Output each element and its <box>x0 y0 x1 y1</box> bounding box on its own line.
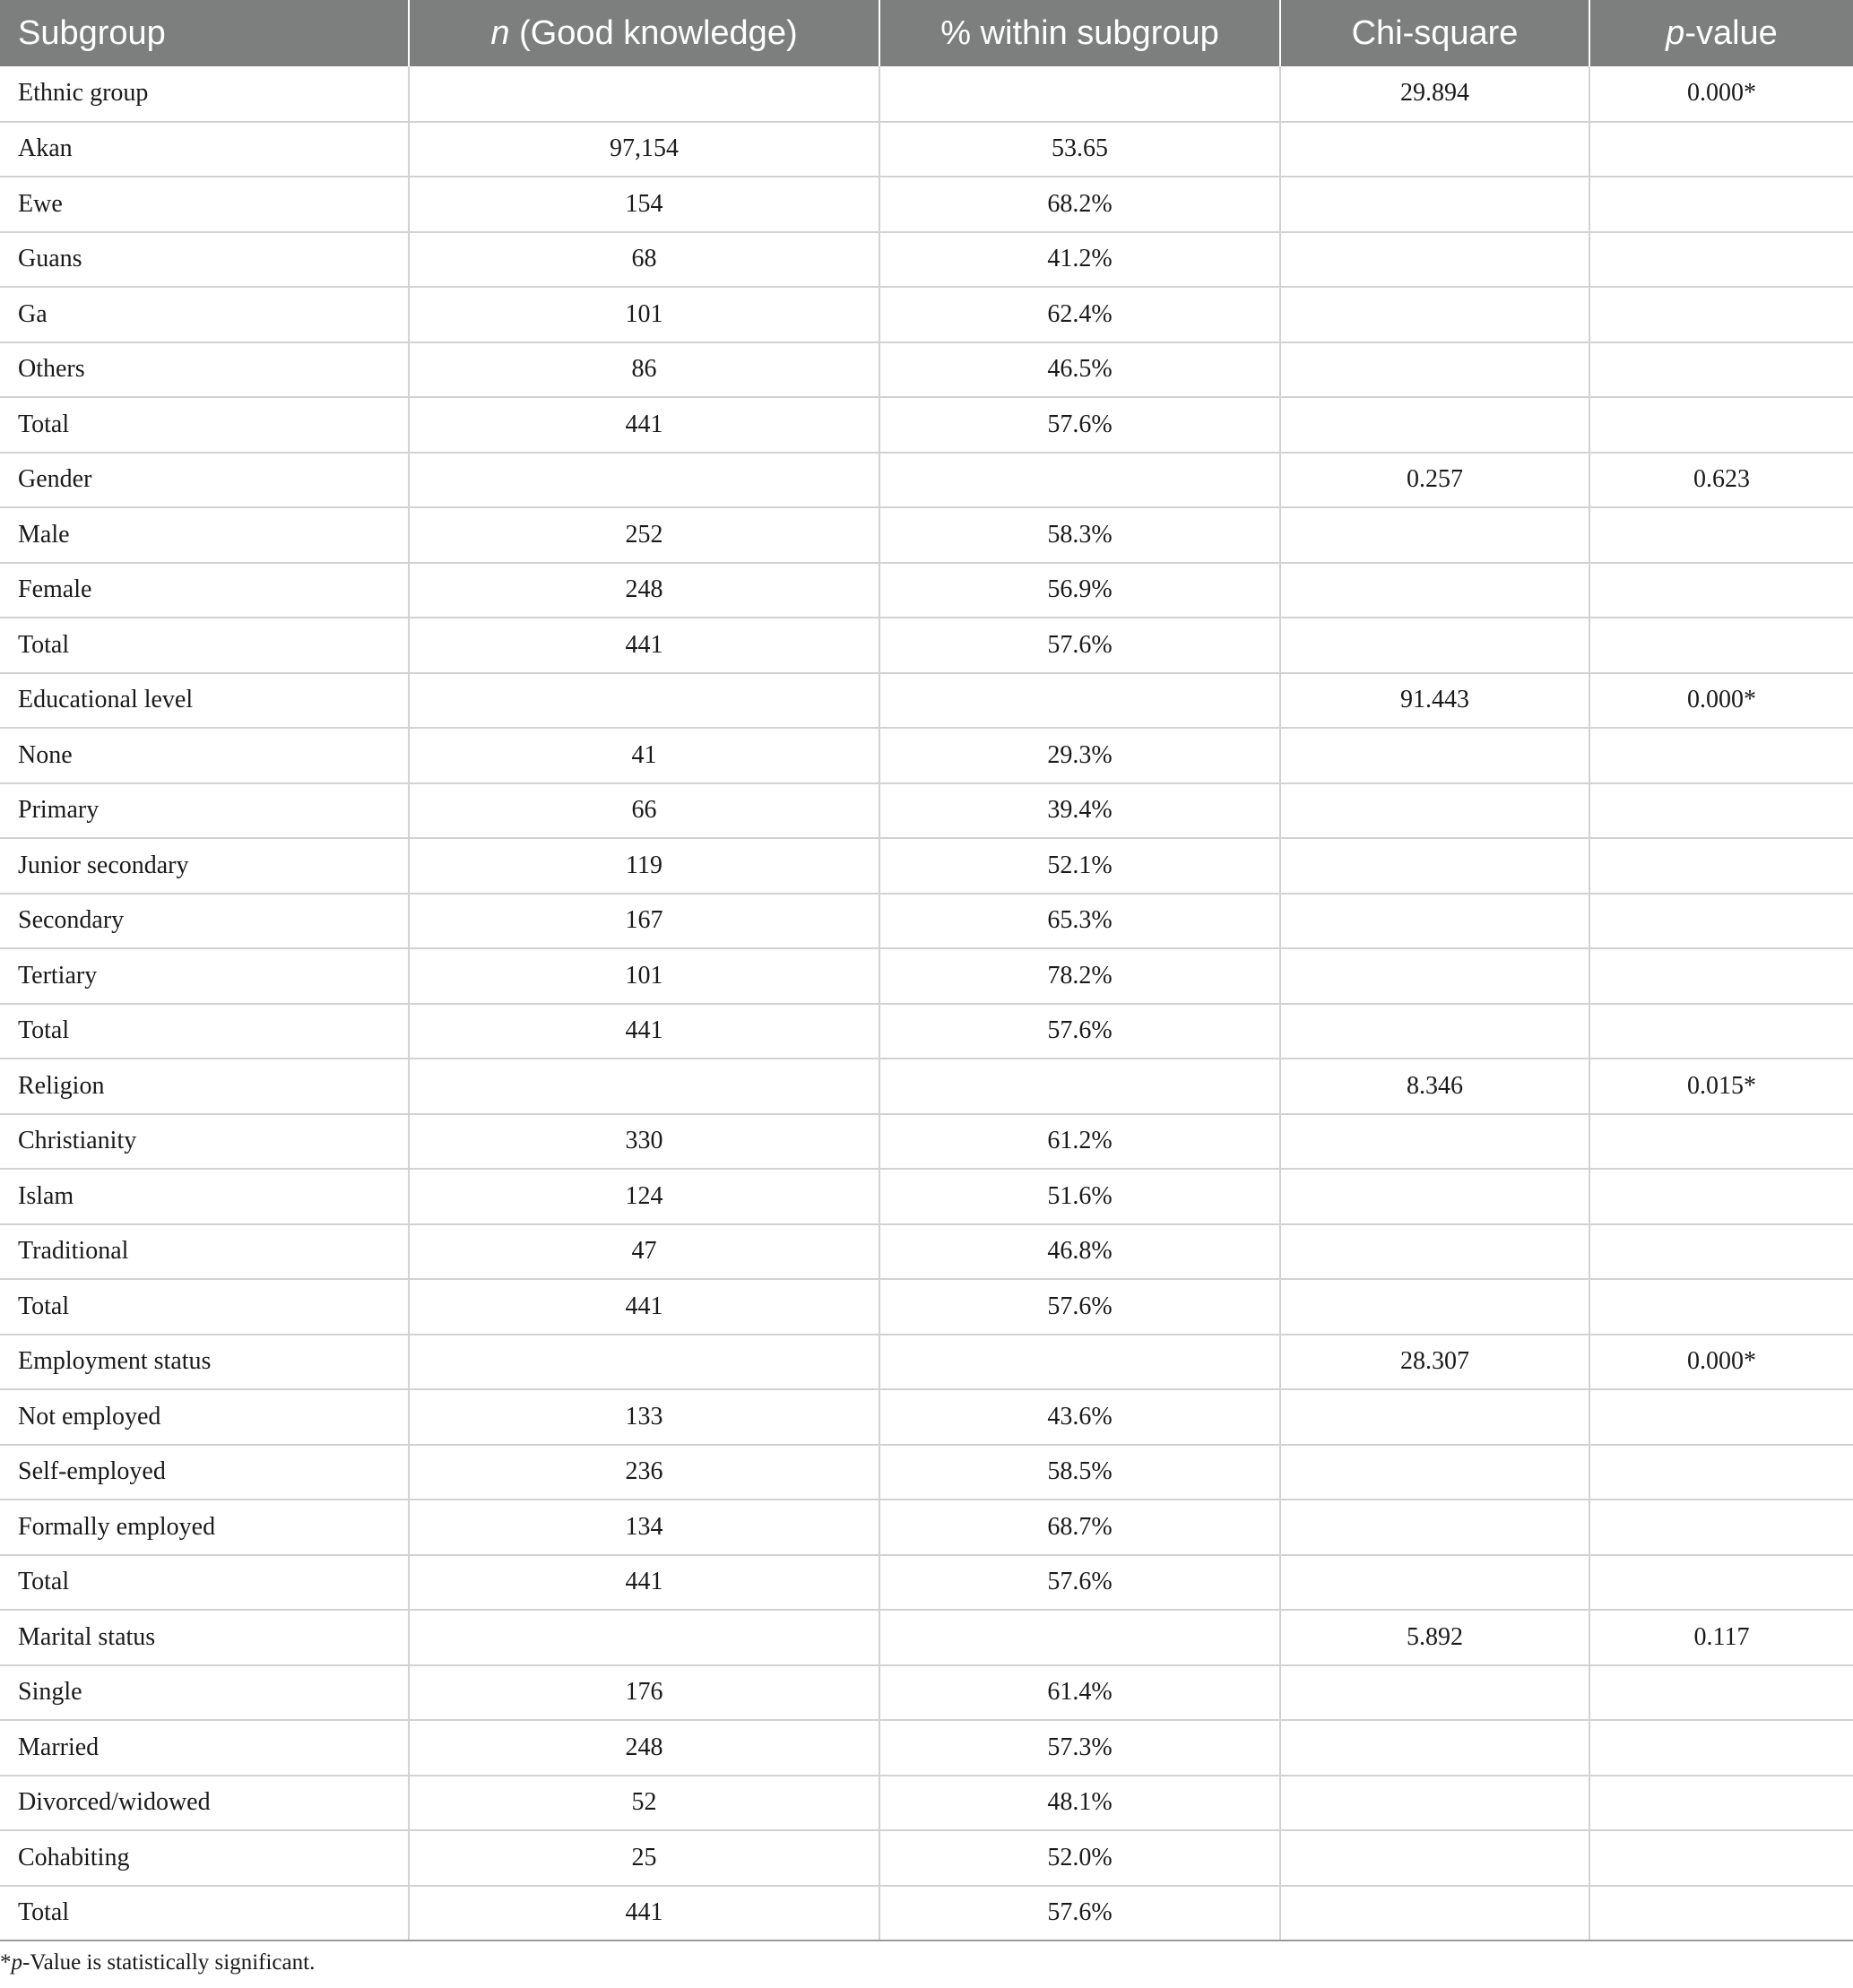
cell-percent-within: 39.4% <box>879 783 1280 839</box>
cell-percent-within: 29.3% <box>879 728 1280 783</box>
cell-p-value <box>1589 1555 1853 1611</box>
table-row <box>0 948 1853 1004</box>
cell-p-value: 0.000* <box>1589 66 1853 122</box>
cell-chi-square <box>1280 1224 1589 1280</box>
table-row <box>0 1059 1853 1114</box>
cell-n-good-knowledge: 25 <box>409 1830 879 1886</box>
cell-n-good-knowledge: 86 <box>409 342 879 398</box>
cell-p-value <box>1589 1279 1853 1335</box>
cell-n-good-knowledge: 248 <box>409 563 879 618</box>
cell-n-good-knowledge: 133 <box>409 1389 879 1445</box>
cell-n-good-knowledge: 66 <box>409 783 879 839</box>
cell-subgroup: Total <box>0 1555 409 1611</box>
cell-chi-square <box>1280 1389 1589 1445</box>
table-row <box>0 1720 1853 1776</box>
cell-percent-within <box>879 673 1280 729</box>
cell-p-value <box>1589 838 1853 894</box>
header-subgroup <box>0 0 409 66</box>
cell-p-value <box>1589 397 1853 453</box>
cell-subgroup: Educational level <box>0 673 409 729</box>
cell-chi-square <box>1280 618 1589 673</box>
cell-percent-within: 78.2% <box>879 948 1280 1004</box>
cell-chi-square: 5.892 <box>1280 1610 1589 1665</box>
cell-subgroup: Junior secondary <box>0 838 409 894</box>
table-row <box>0 618 1853 673</box>
cell-p-value <box>1589 1114 1853 1170</box>
cell-n-good-knowledge <box>409 1335 879 1390</box>
table-row <box>0 1114 1853 1170</box>
table-row <box>0 1500 1853 1555</box>
cell-subgroup: Religion <box>0 1059 409 1114</box>
cell-p-value <box>1589 1389 1853 1445</box>
cell-p-value <box>1589 177 1853 232</box>
cell-n-good-knowledge: 52 <box>409 1776 879 1831</box>
table-row <box>0 66 1853 122</box>
cell-p-value <box>1589 1224 1853 1280</box>
table-header <box>0 0 1853 66</box>
table-row <box>0 838 1853 894</box>
cell-subgroup: Total <box>0 397 409 453</box>
cell-subgroup: Total <box>0 1886 409 1941</box>
cell-n-good-knowledge: 41 <box>409 728 879 783</box>
table-row <box>0 1279 1853 1335</box>
cell-percent-within: 62.4% <box>879 287 1280 342</box>
table-row <box>0 342 1853 398</box>
cell-subgroup: Total <box>0 1279 409 1335</box>
cell-percent-within <box>879 1610 1280 1665</box>
cell-percent-within: 58.5% <box>879 1445 1280 1500</box>
cell-n-good-knowledge: 441 <box>409 1886 879 1941</box>
cell-p-value <box>1589 507 1853 563</box>
cell-n-good-knowledge <box>409 66 879 122</box>
cell-subgroup: Ga <box>0 287 409 342</box>
cell-p-value <box>1589 1500 1853 1555</box>
table-row <box>0 1776 1853 1831</box>
cell-n-good-knowledge: 441 <box>409 1004 879 1059</box>
table-row <box>0 1004 1853 1059</box>
cell-n-good-knowledge: 252 <box>409 507 879 563</box>
cell-percent-within: 56.9% <box>879 563 1280 618</box>
cell-subgroup: Married <box>0 1720 409 1776</box>
cell-percent-within: 68.2% <box>879 177 1280 232</box>
cell-chi-square <box>1280 563 1589 618</box>
cell-percent-within: 57.6% <box>879 1004 1280 1059</box>
cell-n-good-knowledge: 441 <box>409 1279 879 1335</box>
header-chi-square <box>1280 0 1589 66</box>
cell-n-good-knowledge: 101 <box>409 287 879 342</box>
cell-n-good-knowledge: 167 <box>409 894 879 949</box>
footnote-asterisk: * <box>0 1950 12 1975</box>
table-row <box>0 563 1853 618</box>
cell-n-good-knowledge <box>409 453 879 508</box>
cell-chi-square <box>1280 1830 1589 1886</box>
cell-p-value <box>1589 618 1853 673</box>
cell-p-value <box>1589 563 1853 618</box>
cell-percent-within: 68.7% <box>879 1500 1280 1555</box>
table-row <box>0 1335 1853 1390</box>
header-subgroup-text: Subgroup <box>18 13 166 52</box>
cell-subgroup: Total <box>0 1004 409 1059</box>
cell-percent-within: 57.6% <box>879 397 1280 453</box>
table-row <box>0 783 1853 839</box>
cell-percent-within: 65.3% <box>879 894 1280 949</box>
cell-percent-within: 57.6% <box>879 1555 1280 1611</box>
cell-percent-within: 57.6% <box>879 1279 1280 1335</box>
footnote-text: -Value is statistically significant. <box>22 1950 316 1975</box>
table-row <box>0 894 1853 949</box>
cell-subgroup: Cohabiting <box>0 1830 409 1886</box>
cell-subgroup: Akan <box>0 122 409 177</box>
cell-n-good-knowledge: 134 <box>409 1500 879 1555</box>
cell-percent-within: 61.2% <box>879 1114 1280 1170</box>
cell-subgroup: Guans <box>0 232 409 288</box>
cell-chi-square <box>1280 1776 1589 1831</box>
table-row <box>0 1830 1853 1886</box>
cell-chi-square: 91.443 <box>1280 673 1589 729</box>
table-row <box>0 453 1853 508</box>
cell-chi-square <box>1280 948 1589 1004</box>
cell-p-value: 0.000* <box>1589 1335 1853 1390</box>
table-row <box>0 507 1853 563</box>
cell-chi-square <box>1280 1886 1589 1941</box>
header-percent-within <box>879 0 1280 66</box>
cell-n-good-knowledge: 119 <box>409 838 879 894</box>
cell-n-good-knowledge: 47 <box>409 1224 879 1280</box>
cell-percent-within: 58.3% <box>879 507 1280 563</box>
cell-chi-square: 28.307 <box>1280 1335 1589 1390</box>
cell-subgroup: Not employed <box>0 1389 409 1445</box>
table-row <box>0 1610 1853 1665</box>
cell-p-value <box>1589 1720 1853 1776</box>
cell-subgroup: Primary <box>0 783 409 839</box>
cell-chi-square <box>1280 122 1589 177</box>
cell-chi-square <box>1280 1114 1589 1170</box>
cell-n-good-knowledge <box>409 673 879 729</box>
cell-subgroup: Ewe <box>0 177 409 232</box>
cell-p-value <box>1589 342 1853 398</box>
cell-p-value <box>1589 1886 1853 1941</box>
cell-percent-within <box>879 1335 1280 1390</box>
cell-n-good-knowledge <box>409 1059 879 1114</box>
cell-p-value <box>1589 1665 1853 1721</box>
cell-p-value: 0.000* <box>1589 673 1853 729</box>
cell-n-good-knowledge: 248 <box>409 1720 879 1776</box>
table-row <box>0 1665 1853 1721</box>
cell-n-good-knowledge: 68 <box>409 232 879 288</box>
cell-n-good-knowledge: 330 <box>409 1114 879 1170</box>
cell-percent-within: 41.2% <box>879 232 1280 288</box>
header-n-text: (Good knowledge) <box>509 13 798 52</box>
cell-percent-within: 53.65 <box>879 122 1280 177</box>
cell-percent-within: 61.4% <box>879 1665 1280 1721</box>
cell-subgroup: None <box>0 728 409 783</box>
cell-subgroup: Gender <box>0 453 409 508</box>
table-row <box>0 397 1853 453</box>
header-chi-text: Chi-square <box>1351 13 1519 52</box>
cell-percent-within: 57.6% <box>879 618 1280 673</box>
cell-p-value <box>1589 1776 1853 1831</box>
cell-subgroup: Traditional <box>0 1224 409 1280</box>
cell-subgroup: Self-employed <box>0 1445 409 1500</box>
cell-subgroup: Tertiary <box>0 948 409 1004</box>
header-p-text: -value <box>1684 13 1778 52</box>
cell-percent-within <box>879 453 1280 508</box>
cell-percent-within <box>879 1059 1280 1114</box>
cell-chi-square: 0.257 <box>1280 453 1589 508</box>
cell-p-value <box>1589 728 1853 783</box>
cell-n-good-knowledge: 441 <box>409 1555 879 1611</box>
cell-subgroup: Divorced/widowed <box>0 1776 409 1831</box>
header-n-good-knowledge <box>409 0 879 66</box>
cell-chi-square <box>1280 1500 1589 1555</box>
cell-subgroup: Male <box>0 507 409 563</box>
cell-percent-within: 48.1% <box>879 1776 1280 1831</box>
cell-percent-within: 57.6% <box>879 1886 1280 1941</box>
cell-p-value <box>1589 894 1853 949</box>
cell-p-value <box>1589 1004 1853 1059</box>
table-row <box>0 232 1853 288</box>
cell-p-value <box>1589 1830 1853 1886</box>
cell-subgroup: Female <box>0 563 409 618</box>
header-percent-text: % within subgroup <box>940 13 1219 52</box>
cell-n-good-knowledge: 441 <box>409 397 879 453</box>
cell-chi-square <box>1280 1555 1589 1611</box>
cell-percent-within: 51.6% <box>879 1169 1280 1224</box>
cell-chi-square <box>1280 507 1589 563</box>
cell-chi-square <box>1280 894 1589 949</box>
cell-percent-within: 46.5% <box>879 342 1280 398</box>
table-row <box>0 1169 1853 1224</box>
cell-chi-square <box>1280 177 1589 232</box>
header-row <box>0 0 1853 66</box>
cell-n-good-knowledge <box>409 1610 879 1665</box>
header-p-italic: p <box>1666 13 1685 52</box>
cell-percent-within <box>879 66 1280 122</box>
table-row <box>0 122 1853 177</box>
cell-chi-square <box>1280 1004 1589 1059</box>
cell-p-value <box>1589 232 1853 288</box>
cell-subgroup: Ethnic group <box>0 66 409 122</box>
cell-subgroup: Others <box>0 342 409 398</box>
cell-percent-within: 57.3% <box>879 1720 1280 1776</box>
table-row <box>0 287 1853 342</box>
cell-n-good-knowledge: 236 <box>409 1445 879 1500</box>
cell-n-good-knowledge: 124 <box>409 1169 879 1224</box>
cell-subgroup: Islam <box>0 1169 409 1224</box>
table-row <box>0 728 1853 783</box>
cell-n-good-knowledge: 176 <box>409 1665 879 1721</box>
cell-subgroup: Christianity <box>0 1114 409 1170</box>
cell-p-value <box>1589 1445 1853 1500</box>
cell-percent-within: 52.1% <box>879 838 1280 894</box>
header-n-italic: n <box>490 13 510 52</box>
cell-subgroup: Total <box>0 618 409 673</box>
cell-n-good-knowledge: 97,154 <box>409 122 879 177</box>
cell-subgroup: Single <box>0 1665 409 1721</box>
cell-chi-square <box>1280 1279 1589 1335</box>
table-row <box>0 1555 1853 1611</box>
cell-percent-within: 46.8% <box>879 1224 1280 1280</box>
table-row <box>0 1886 1853 1941</box>
cell-chi-square <box>1280 342 1589 398</box>
footnote-italic: p <box>11 1950 22 1975</box>
cell-chi-square <box>1280 1665 1589 1721</box>
cell-n-good-knowledge: 441 <box>409 618 879 673</box>
cell-chi-square <box>1280 397 1589 453</box>
cell-chi-square <box>1280 287 1589 342</box>
cell-chi-square <box>1280 838 1589 894</box>
table-row <box>0 1224 1853 1280</box>
cell-chi-square: 8.346 <box>1280 1059 1589 1114</box>
table-row <box>0 673 1853 729</box>
cell-p-value <box>1589 1169 1853 1224</box>
cell-percent-within: 52.0% <box>879 1830 1280 1886</box>
cell-p-value <box>1589 948 1853 1004</box>
cell-subgroup: Employment status <box>0 1335 409 1390</box>
cell-p-value: 0.117 <box>1589 1610 1853 1665</box>
cell-p-value <box>1589 122 1853 177</box>
table-row <box>0 1389 1853 1445</box>
cell-p-value <box>1589 287 1853 342</box>
cell-subgroup: Marital status <box>0 1610 409 1665</box>
header-p-value <box>1589 0 1853 66</box>
cell-p-value <box>1589 783 1853 839</box>
cell-chi-square <box>1280 1445 1589 1500</box>
cell-chi-square <box>1280 728 1589 783</box>
cell-percent-within: 43.6% <box>879 1389 1280 1445</box>
cell-n-good-knowledge: 101 <box>409 948 879 1004</box>
cell-subgroup: Formally employed <box>0 1500 409 1555</box>
cell-chi-square <box>1280 1720 1589 1776</box>
cell-chi-square <box>1280 783 1589 839</box>
cell-chi-square <box>1280 1169 1589 1224</box>
cell-p-value: 0.015* <box>1589 1059 1853 1114</box>
cell-n-good-knowledge: 154 <box>409 177 879 232</box>
cell-chi-square <box>1280 232 1589 288</box>
cell-subgroup: Secondary <box>0 894 409 949</box>
table-body <box>0 66 1853 1940</box>
table-row <box>0 177 1853 232</box>
table-row <box>0 1445 1853 1500</box>
footnote <box>0 1950 315 1975</box>
cell-p-value: 0.623 <box>1589 453 1853 508</box>
cell-chi-square: 29.894 <box>1280 66 1589 122</box>
